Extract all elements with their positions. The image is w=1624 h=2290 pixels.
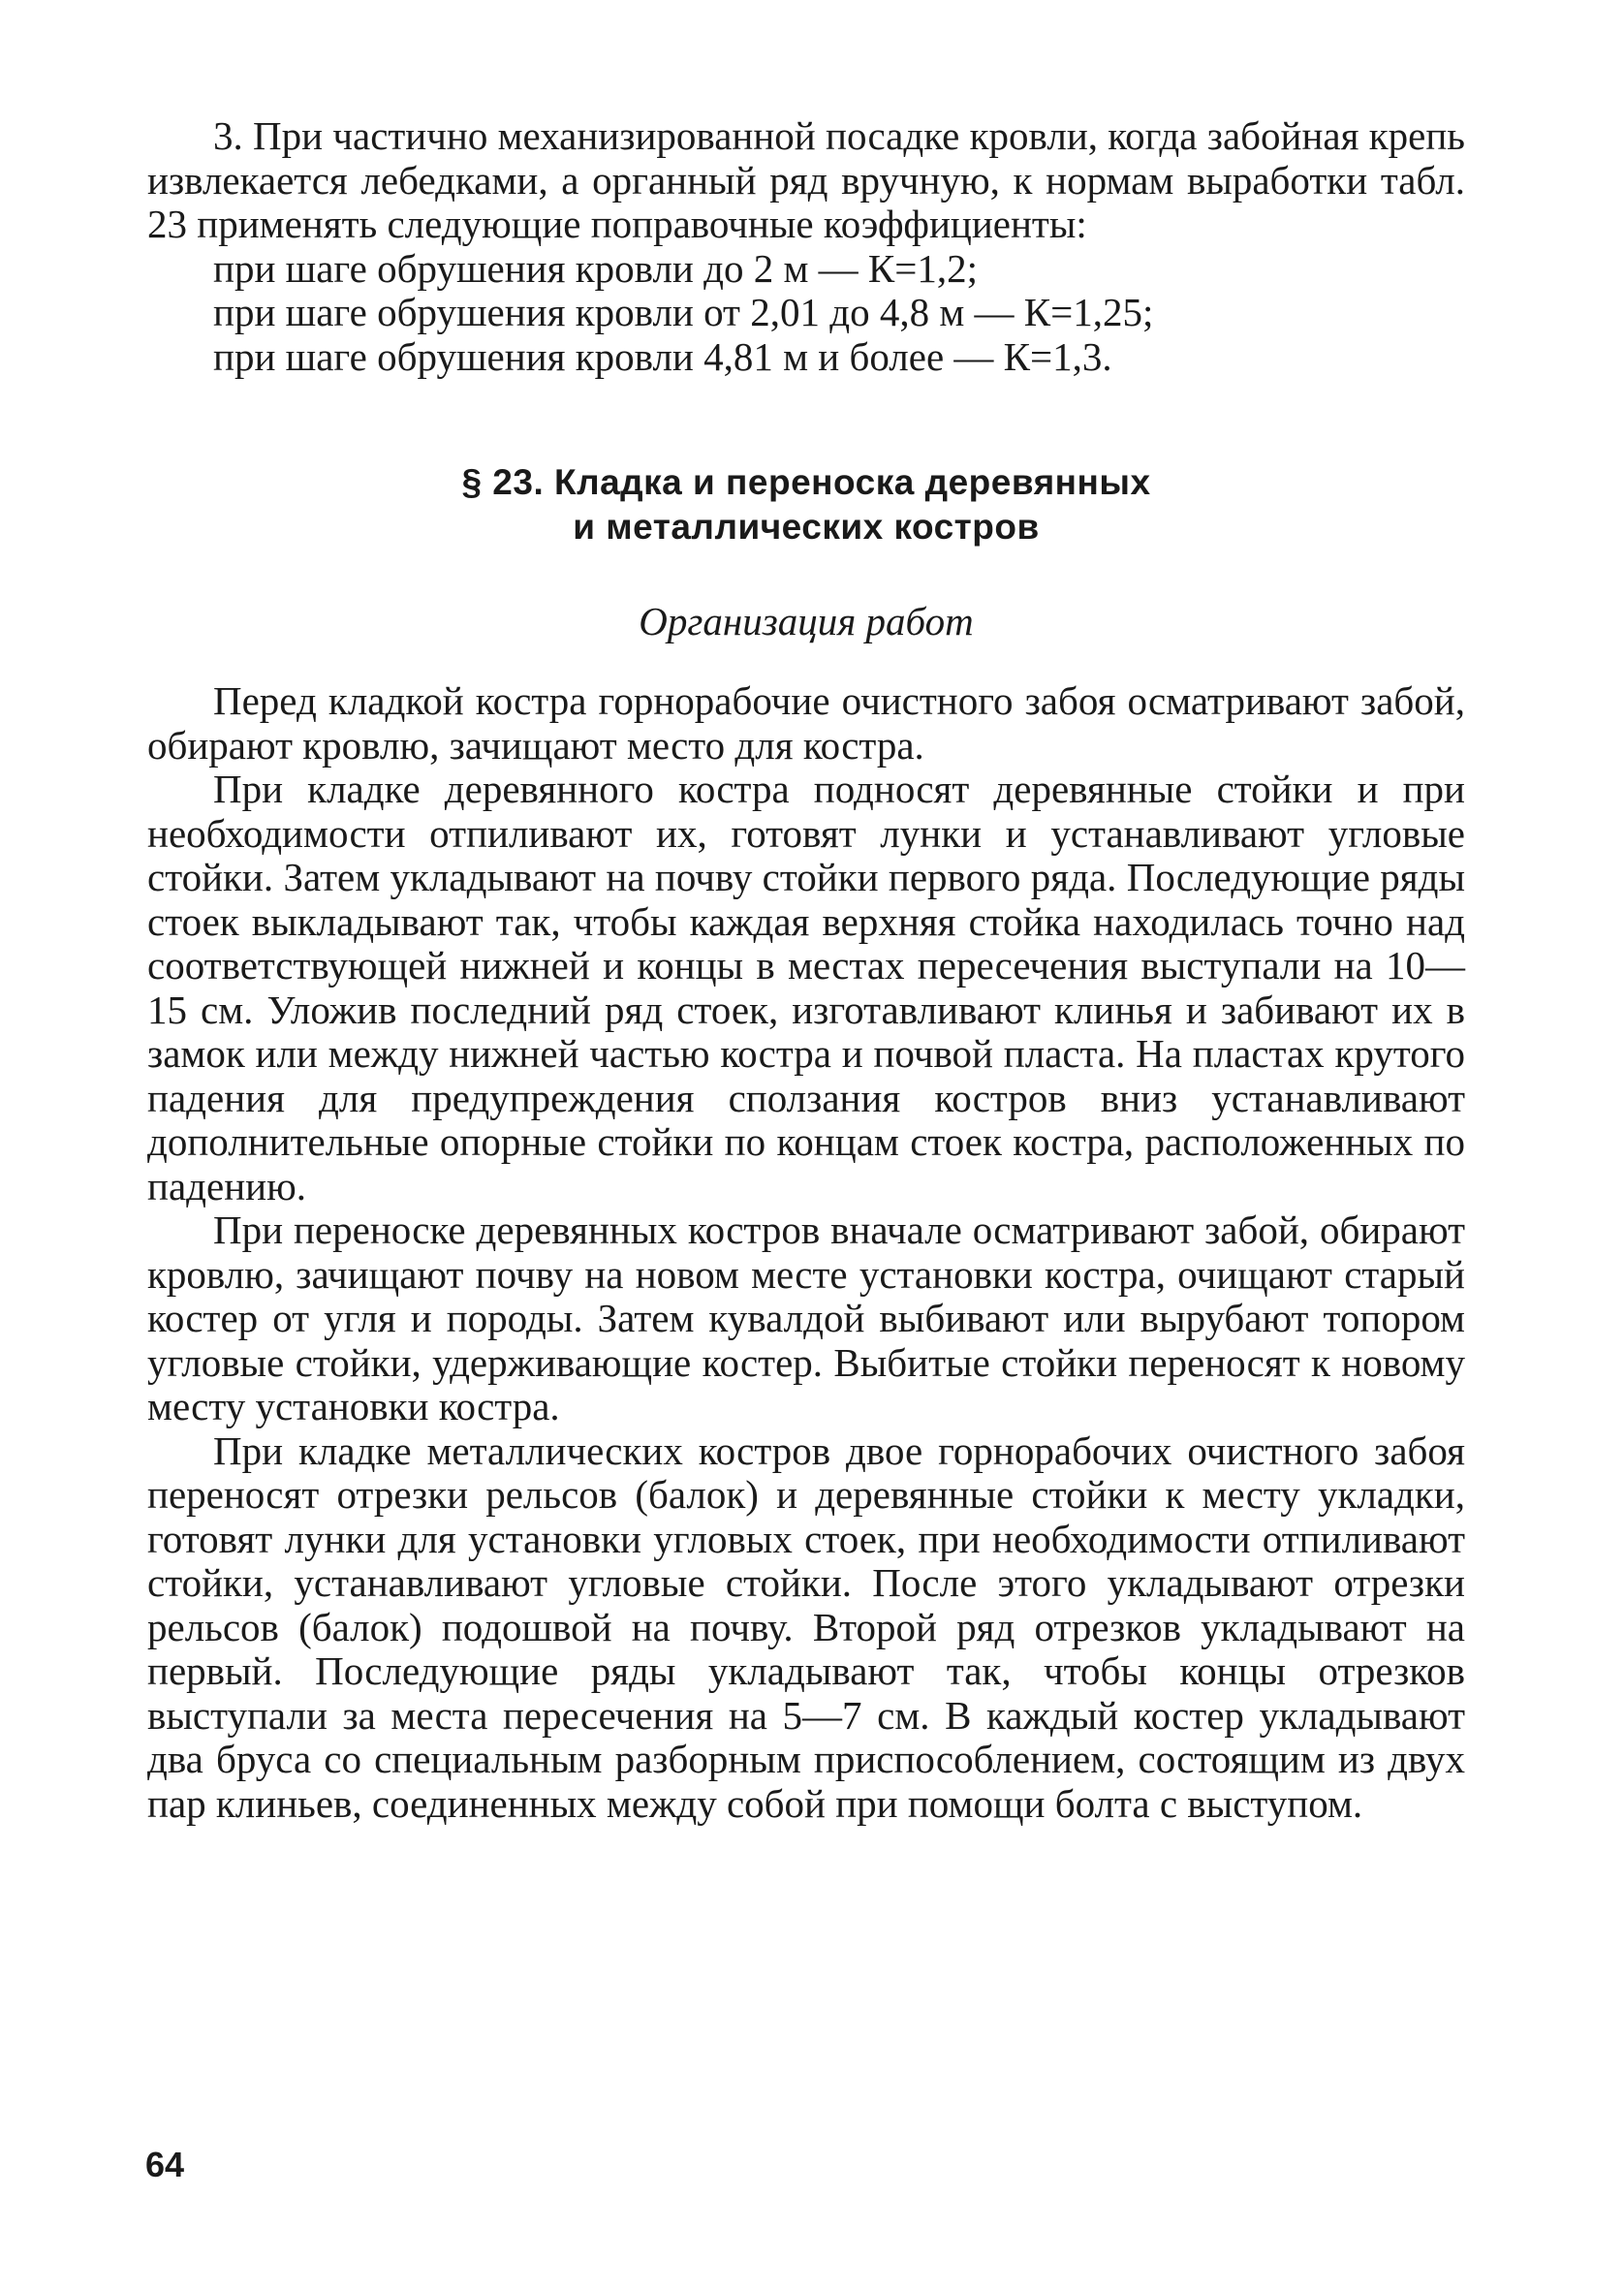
paragraph-4: При кладке металлических костров двое горнорабочих очистного забоя переносят отрезки рельсов (балок) и деревянные стойки к месту укладки, готовят лунки для установки угловых стоек, при необходимости отпиливают стойки, устанавливают угловые стойки. После этого укладывают отрезки рельсов (балок) подошвой на почву. Второй ряд отрезков укладывают на первый. Последующие ряды укладывают так, чтобы концы отрезков выступали за места пересечения на 5—7 см. В каждый костер укладывают два бруса со специальным разборным приспособлением, состоящим из двух пар клиньев, соединенных между собой при помощи болта с выступом. [147, 1427, 1465, 1826]
section-heading-line-2: и металлических костров [573, 507, 1040, 547]
coefficient-line-1: при шаге обрушения кровли до 2 м — К=1,2; [213, 245, 979, 291]
paragraph-3: При переноске деревянных костров вначале осматривают забой, обирают кровлю, зачищают почву на новом месте установки костра, очищают старый костер от угля и породы. Затем кувалдой выбивают или вырубают топором угловые стойки, удерживающие костер. Выбитые стойки переносят к новому месту установки костра. [147, 1208, 1465, 1428]
section-heading-line-1: § 23. Кладка и переноска деревянных [461, 462, 1151, 502]
paragraph-1: Перед кладкой костра горнорабочие очистного забоя осматривают забой, обирают кровлю, зачищают место для костра. [147, 678, 1465, 768]
section-heading [147, 460, 1465, 549]
subheading: Организация работ [639, 599, 974, 643]
coefficient-line-3: при шаге обрушения кровли 4,81 м и более — К=1,3. [213, 333, 1112, 379]
coefficient-line-2: при шаге обрушения кровли от 2,01 до 4,8 м — К=1,25; [213, 290, 1154, 334]
note-3-intro: 3. При частично механизированной посадке кровли, когда забойная крепь извлекается лебедками, а органный ряд вручную, к нормам выработки табл. 23 применять следующие поправочные коэффициенты: [147, 113, 1465, 246]
paragraph-2: При кладке деревянного костра подносят деревянные стойки и при необходимости отпиливают их, готовят лунки и устанавливают угловые стойки. Затем укладывают на почву стойки первого ряда. Последующие ряды стоек выкладывают так, чтобы каждая верхняя стойка находилась точно над соответствующей нижней и концы в местах пересечения выступали на 10—15 см. Уложив последний ряд стоек, изготавливают клинья и забивают их в замок или между нижней частью костра и почвой пласта. На пластах крутого падения для предупреждения сползания костров вниз устанавливают дополнительные опорные стойки по концам стоек костра, расположенных по падению. [147, 767, 1465, 1208]
coefficient-list [147, 247, 1465, 380]
page-number: 64 [145, 2145, 185, 2184]
page-body [147, 114, 1465, 1826]
